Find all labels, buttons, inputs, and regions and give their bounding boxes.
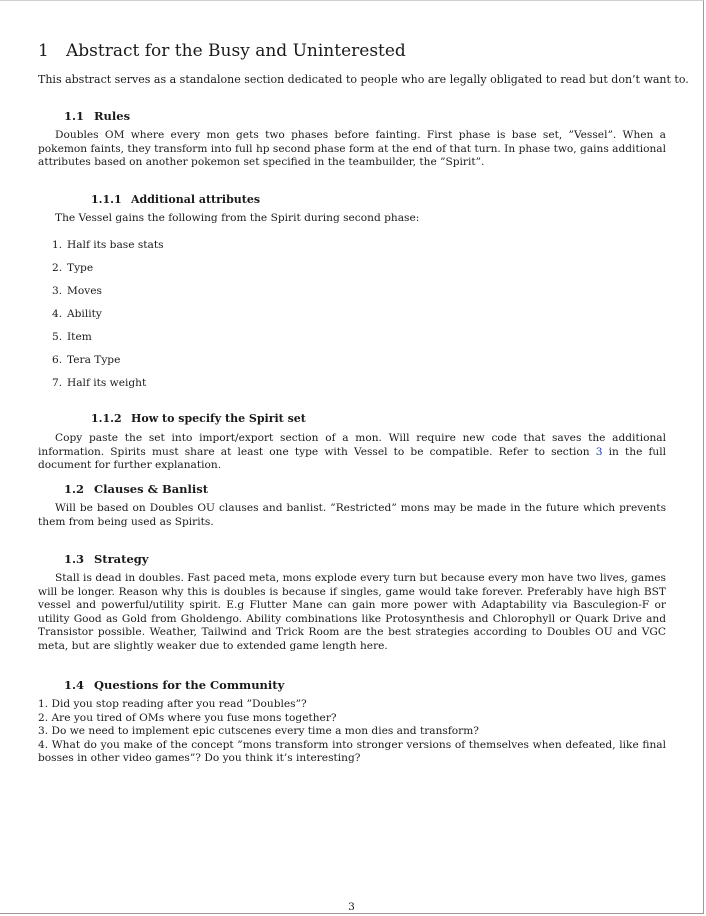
subsection-strategy-heading (64, 552, 148, 566)
subsection-number: 1.3 (64, 552, 85, 566)
subsection-title: Questions for the Community (94, 678, 285, 692)
list-label: Moves (67, 285, 102, 297)
strategy-paragraph: Stall is dead in doubles. Fast paced meta, mons explode every turn but because every mon have two lives, games will be longer. Reason why this is doubles is because if singles, game would take forever. Preferably have high BST vessel and powerful/utility spirit. E.g Flutter Mane can gain more power with Adaptability via Basculegion-F or utility Good as Gold from Gholdengo. Ability combinations like Protosynthesis and Chlorophyll or Quark Drive and Transistor possible. Weather, Tailwind and Trick Room are the best strategies according to Doubles OU and VGC meta, but are slightly weaker due to extended game length here. (38, 572, 666, 652)
subsubsection-title: How to specify the Spirit set (131, 412, 306, 425)
subsubsection-number: 1.1.1 (91, 193, 122, 206)
list-number: 4. (52, 308, 63, 320)
list-label: Half its base stats (67, 239, 164, 251)
list-label: Half its weight (67, 377, 147, 389)
rules-paragraph: Doubles OM where every mon gets two phases before fainting. First phase is base set, ”Vessel”. When a pokemon faints, they transform into full hp second phase form at the end of that turn. In phase two, gains additional attributes based on another pokemon set specified in the teambuilder, the ”Spirit”. (38, 129, 666, 169)
subsection-number: 1.4 (64, 678, 85, 692)
list-number: 7. (52, 377, 63, 389)
list-number: 3. (52, 285, 63, 297)
list-item (52, 308, 164, 331)
list-label: Type (67, 262, 94, 274)
section-reference-link[interactable]: 3 (595, 445, 603, 458)
subsection-rules-heading (64, 109, 130, 123)
list-label: Tera Type (67, 354, 121, 366)
subsection-number: 1.1 (64, 109, 85, 123)
list-item (52, 285, 164, 308)
subsection-community-heading (64, 678, 284, 692)
list-number: 6. (52, 354, 63, 366)
spirit-paragraph (38, 432, 666, 473)
list-number: 2. (52, 262, 63, 274)
subsubsection-attributes-heading (91, 193, 260, 206)
section-number: 1 (38, 41, 49, 61)
list-item (52, 262, 164, 285)
section-title-text: Abstract for the Busy and Uninterested (66, 41, 406, 61)
question-item: 4. What do you make of the concept ”mons transform into stronger versions of themselves when defeated, like final bosses in other video games”? Do you think it’s interesting? (38, 738, 666, 765)
subsubsection-spirit-heading (91, 412, 306, 425)
section-title (38, 41, 406, 61)
subsection-title: Strategy (94, 552, 149, 566)
list-item (52, 239, 164, 262)
list-item (52, 377, 164, 400)
spirit-text-after: in the full document for further explanation. (38, 445, 666, 472)
subsection-title: Rules (94, 109, 131, 123)
list-number: 1. (52, 239, 63, 251)
page-number: 3 (348, 901, 355, 913)
spirit-text-before: Copy paste the set into import/export section of a mon. Will require new code that saves the additional information. Spirits must share at least one type with Vessel to be compatible. Refer to section (38, 432, 666, 458)
community-questions (38, 698, 666, 766)
list-item (52, 331, 164, 354)
clauses-paragraph: Will be based on Doubles OU clauses and banlist. ”Restricted” mons may be made in the future which prevents them from being used as Spirits. (38, 502, 666, 528)
list-item (52, 354, 164, 377)
subsection-clauses-heading (64, 482, 208, 496)
question-item: 3. Do we need to implement epic cutscenes every time a mon dies and transform? (38, 725, 479, 738)
list-label: Ability (67, 308, 102, 320)
attributes-intro: The Vessel gains the following from the Spirit during second phase: (55, 212, 420, 224)
list-label: Item (67, 331, 92, 343)
question-item: 1. Did you stop reading after you read ”Doubles”? (38, 698, 307, 710)
list-number: 5. (52, 331, 63, 343)
attributes-list (52, 239, 164, 400)
subsection-number: 1.2 (64, 482, 85, 496)
question-item: 2. Are you tired of OMs where you fuse mons together? (38, 711, 337, 724)
abstract-intro: This abstract serves as a standalone section dedicated to people who are legally obligated to read but don’t want to. (38, 73, 689, 86)
subsubsection-number: 1.1.2 (91, 412, 122, 425)
subsubsection-title: Additional attributes (131, 193, 261, 206)
subsection-title: Clauses & Banlist (94, 482, 209, 496)
